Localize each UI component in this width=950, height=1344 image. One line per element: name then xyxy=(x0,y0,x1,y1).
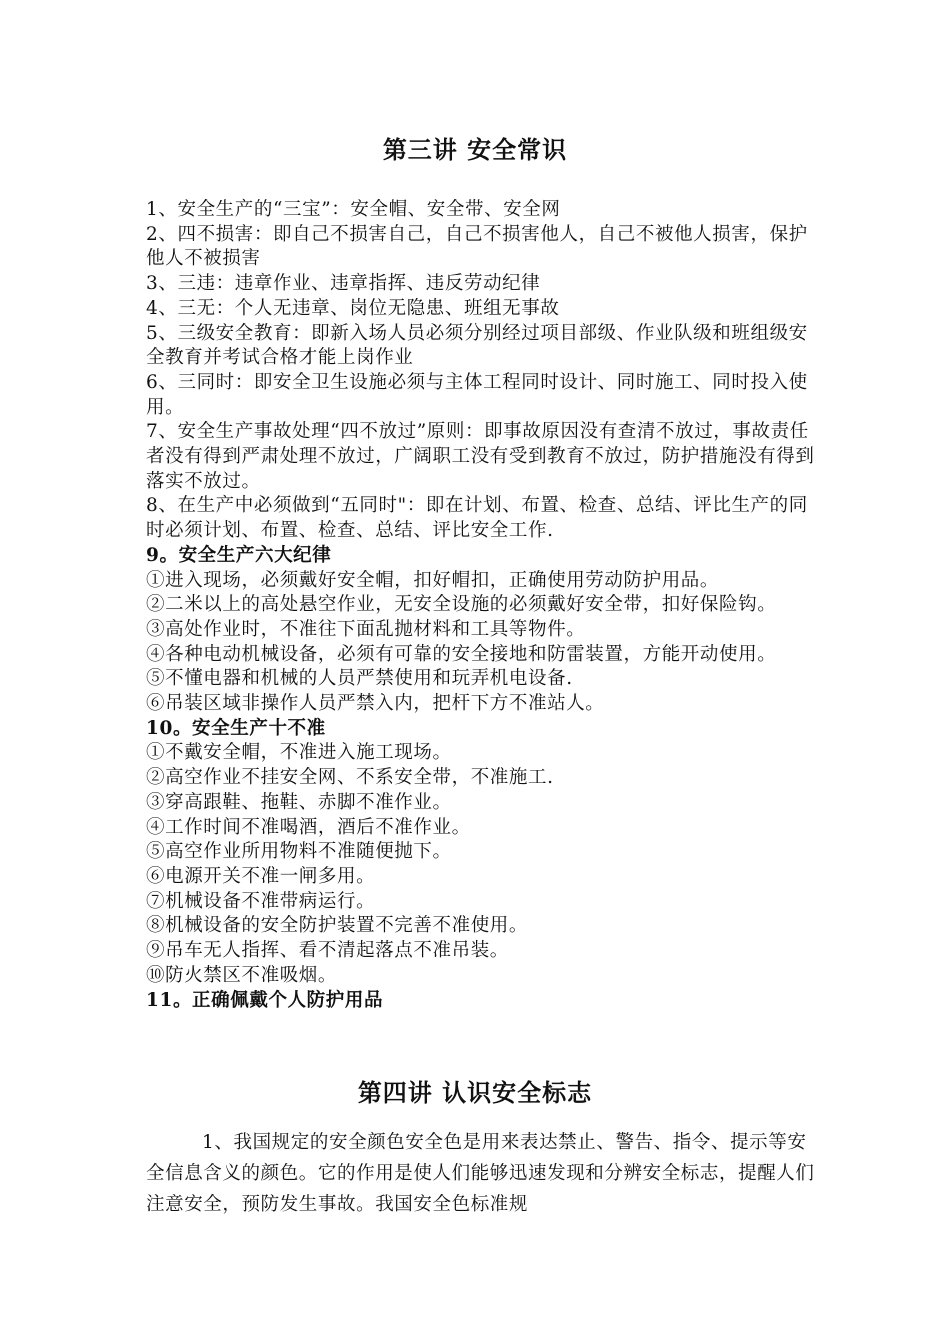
list-item: 8、在生产中必须做到“五同时"：即在计划、布置、检查、总结、评比生产的同时必须计划、布置、检查、总结、评比安全工作. xyxy=(146,495,808,542)
list-item: 3、三违：违章作业、违章指挥、违反劳动纪律 xyxy=(146,273,541,295)
list-item: ⑥吊装区域非操作人员严禁入内，把杆下方不准站人。 xyxy=(146,693,605,715)
list-item: ④工作时间不准喝酒，酒后不准作业。 xyxy=(146,816,471,838)
safety-color-paragraph: 1、我国规定的安全颜色安全色是用来表达禁止、警告、指令、提示等安全信息含义的颜色。它的作用是使人们能够迅速发现和分辨安全标志，提醒人们注意安全，预防发生事故。我国安全色标准规 xyxy=(146,1132,815,1215)
list-item: ④各种电动机械设备，必须有可靠的安全接地和防雷装置，方能开动使用。 xyxy=(146,643,777,665)
list-item: ①不戴安全帽，不准进入施工现场。 xyxy=(146,742,452,764)
list-item: 1、安全生产的“三宝”：安全帽、安全带、安全网 xyxy=(146,199,561,220)
list-item: ②二米以上的高处悬空作业，无安全设施的必须戴好安全带，扣好保险钩。 xyxy=(146,594,777,616)
list-item: ②高空作业不挂安全网、不系安全带，不准施工. xyxy=(146,767,554,789)
list-item: 4、三无：个人无违章、岗位无隐患、班组无事故 xyxy=(146,297,560,319)
list-item: 7、安全生产事故处理“四不放过”原则：即事故原因没有查清不放过，事故责任者没有得到严肃处理不放过，广阔职工没有受到教育不放过，防护措施没有得到落实不放过。 xyxy=(146,421,815,492)
section-title-4: 第四讲 认识安全标志 xyxy=(357,1078,593,1107)
list-item: ⑤高空作业所用物料不准随便抛下。 xyxy=(146,841,452,863)
list-item: 2、四不损害：即自己不损害自己，自己不损害他人，自己不被他人损害，保护他人不被损害 xyxy=(146,223,808,270)
ten-rules-heading: 10。安全生产十不准 xyxy=(146,717,326,739)
list-item: ⑥电源开关不准一闸多用。 xyxy=(146,865,376,887)
section-title-3: 第三讲 安全常识 xyxy=(382,135,568,164)
list-item: 5、三级安全教育：即新入场人员必须分别经过项目部级、作业队级和班组级安全教育并考试合格才能上岗作业 xyxy=(146,322,808,369)
six-rules-heading: 9。安全生产六大纪律 xyxy=(146,544,332,566)
list-item: ③高处作业时，不准往下面乱抛材料和工具等物件。 xyxy=(146,618,586,640)
list-item: ⑧机械设备的安全防护装置不完善不准使用。 xyxy=(146,915,529,937)
list-item: 6、三同时：即安全卫生设施必须与主体工程同时设计、同时施工、同时投入使用。 xyxy=(146,371,808,418)
list-item: ⑦机械设备不准带病运行。 xyxy=(146,890,376,912)
list-item: ⑨吊车无人指挥、看不清起落点不准吊装。 xyxy=(146,940,509,962)
safety-knowledge-list xyxy=(146,198,816,1013)
item-11-heading: 11。正确佩戴个人防护用品 xyxy=(146,989,384,1011)
list-item: ①进入现场，必须戴好安全帽，扣好帽扣，正确使用劳动防护用品。 xyxy=(146,569,720,591)
list-item: ③穿高跟鞋、拖鞋、赤脚不准作业。 xyxy=(146,791,452,813)
list-item: ⑩防火禁区不准吸烟。 xyxy=(146,964,338,986)
list-item: ⑤不懂电器和机械的人员严禁使用和玩弄机电设备. xyxy=(146,668,573,690)
